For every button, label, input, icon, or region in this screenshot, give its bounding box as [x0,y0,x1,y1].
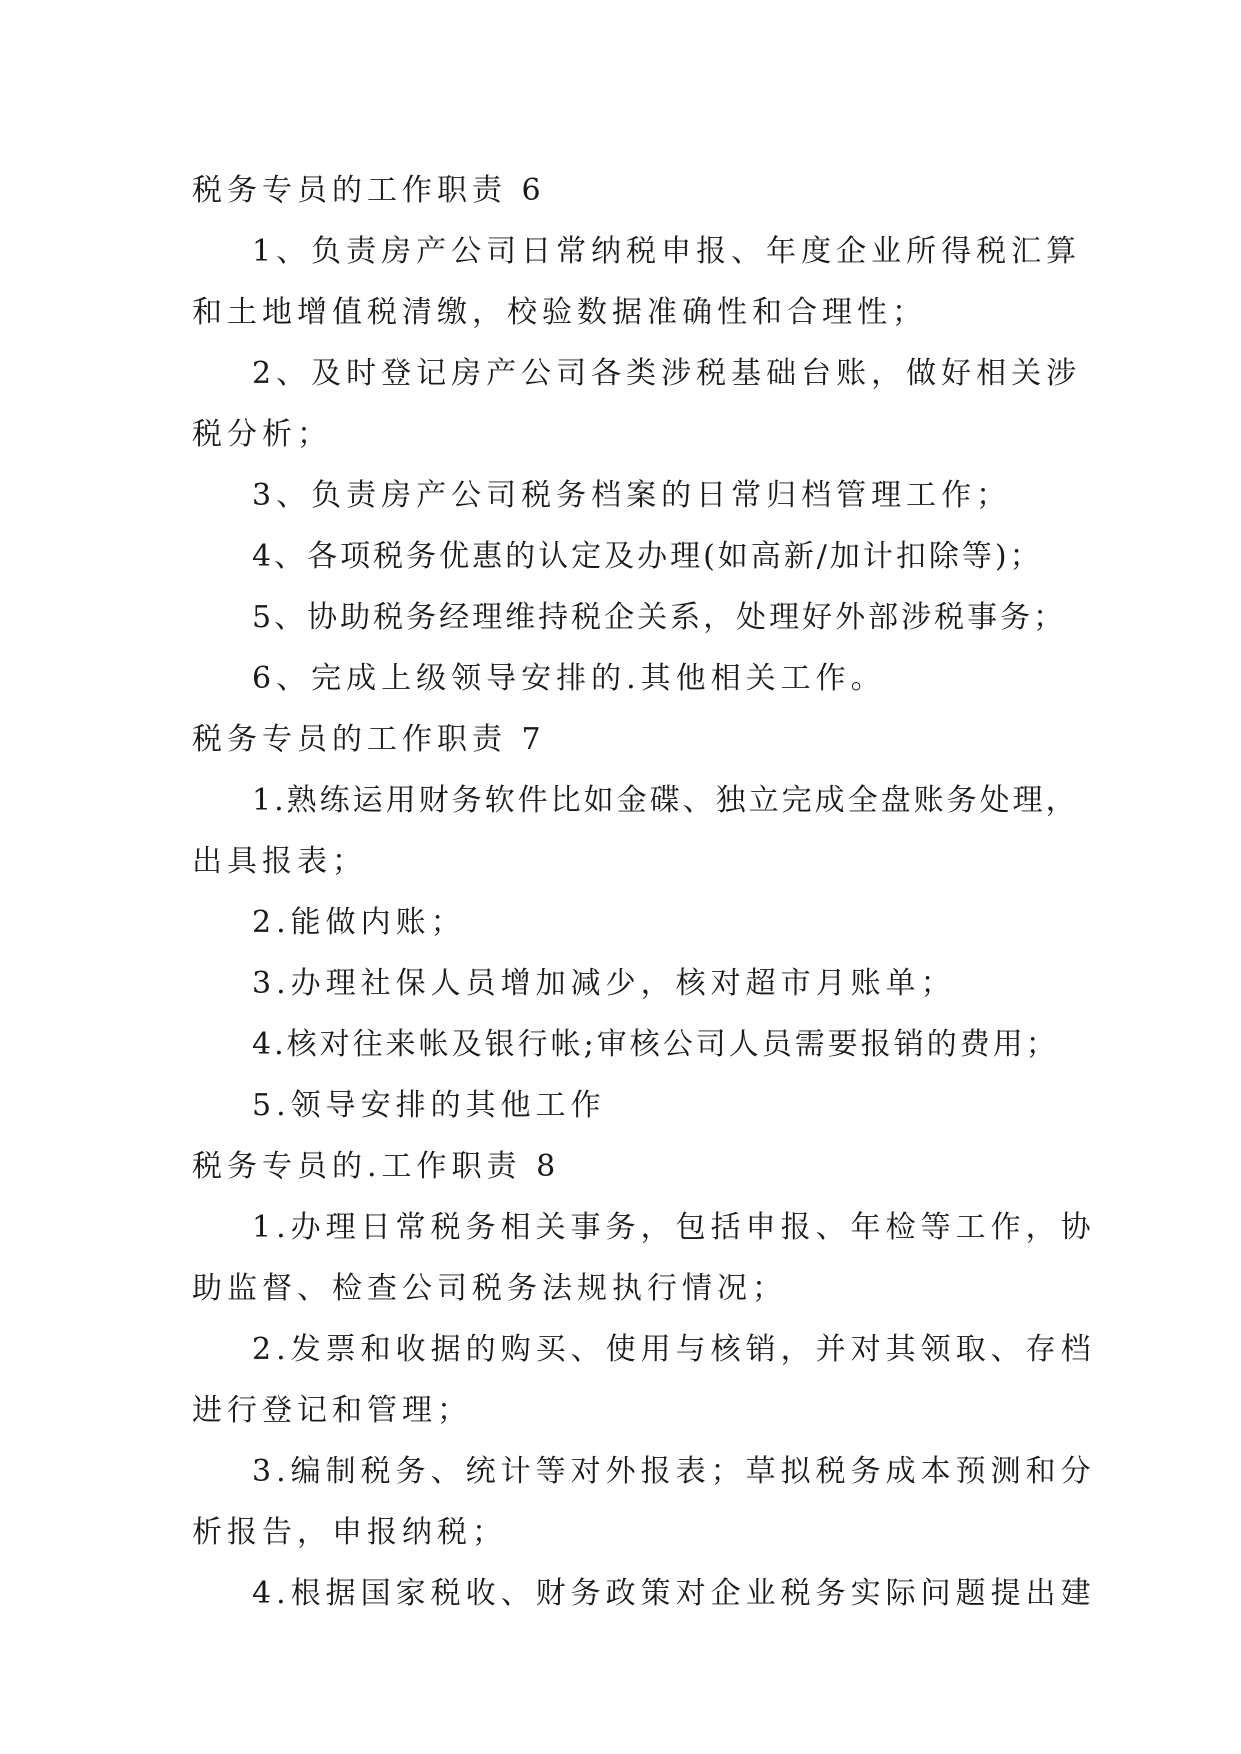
text-line: 4.根据国家税收、财务政策对企业税务实际问题提出建 [252,1576,1096,1611]
text-line: 1.办理日常税务相关事务，包括申报、年检等工作，协 [252,1210,1096,1245]
section-heading: 税务专员的工作职责 7 [192,722,546,757]
text-line: 5.领导安排的其他工作 [252,1088,606,1123]
text-line: 出具报表； [192,844,367,879]
text-line: 税分析； [192,417,332,452]
text-line: 3.编制税务、统计等对外报表；草拟税务成本预测和分 [252,1454,1096,1489]
text-line: 析报告，申报纳税； [192,1515,507,1550]
text-line: 1.熟练运用财务软件比如金碟、独立完成全盘账务处理， [252,783,1079,818]
section-heading: 税务专员的.工作职责 8 [192,1149,561,1184]
text-line: 4、各项税务优惠的认定及办理(如高新/加计扣除等)； [252,539,1043,574]
text-line: 2.发票和收据的购买、使用与核销，并对其领取、存档 [252,1332,1096,1367]
text-line: 2.能做内账； [252,905,466,940]
text-line: 4.核对往来帐及银行帐;审核公司人员需要报销的费用； [252,1027,1059,1062]
text-line: 2、及时登记房产公司各类涉税基础台账，做好相关涉 [252,356,1082,391]
text-line: 6、完成上级领导安排的.其他相关工作。 [252,661,886,696]
text-line: 3.办理社保人员增加减少，核对超市月账单； [252,966,956,1001]
section-heading: 税务专员的工作职责 6 [192,173,546,208]
text-line: 和土地增值税清缴，校验数据准确性和合理性； [192,295,927,330]
text-line: 1、负责房产公司日常纳税申报、年度企业所得税汇算 [252,234,1082,269]
text-line: 助监督、检查公司税务法规执行情况； [192,1271,787,1306]
text-line: 进行登记和管理； [192,1393,472,1428]
text-line: 3、负责房产公司税务档案的日常归档管理工作； [252,478,1012,513]
document-page [192,160,1096,1624]
text-line: 5、协助税务经理维持税企关系，处理好外部涉税事务； [252,600,1067,635]
